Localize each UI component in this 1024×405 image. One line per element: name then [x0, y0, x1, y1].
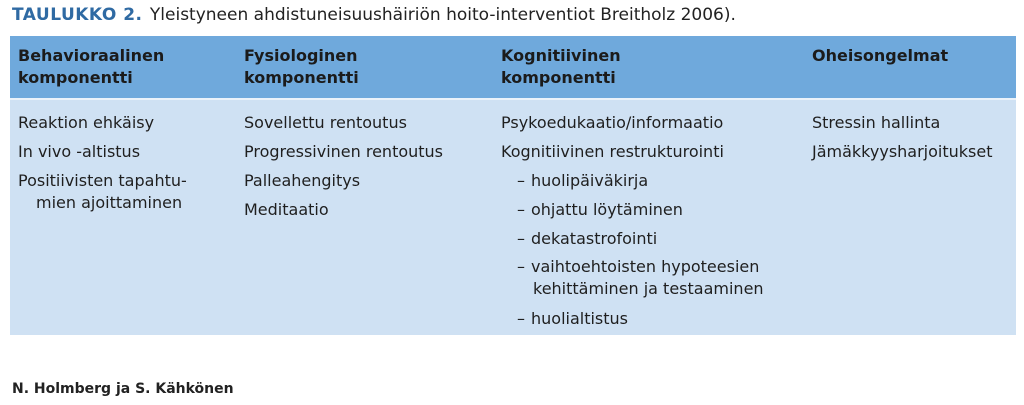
sub-list-item-text: vaihtoehtoisten hypoteesien [531, 257, 760, 276]
header-behavioral-component [18, 45, 164, 89]
list-item: Progressivinen rentoutus [244, 142, 444, 161]
header-behavioral-line1: Behavioraalinen [18, 46, 165, 65]
list-item: Reaktion ehkäisy [18, 113, 155, 132]
list-item-line: mien ajoittaminen [36, 193, 183, 212]
header-physiological-line1: Fysiologinen [244, 46, 358, 65]
dash-marker: – [517, 200, 525, 219]
sub-list-item-text: huolipäiväkirja [531, 171, 649, 190]
header-associated-problems [812, 45, 948, 67]
sub-list-item [501, 195, 801, 224]
treatment-interventions-table [10, 36, 1016, 335]
list-item: Psykoedukaatio/informaatio [501, 113, 724, 132]
list-item: In vivo -altistus [18, 142, 141, 161]
column-cognitive [501, 108, 801, 333]
column-associated-problems [812, 108, 1012, 166]
table-caption [12, 4, 736, 26]
sub-list-item-text: dekatastrofointi [531, 229, 658, 248]
header-physiological-component [244, 45, 359, 89]
column-physiological [244, 108, 494, 224]
header-cognitive-line2: komponentti [501, 68, 616, 87]
list-item: Sovellettu rentoutus [244, 113, 407, 132]
list-item-line: Positiivisten tapahtu- [18, 171, 187, 190]
header-cognitive-line1: Kognitiivinen [501, 46, 621, 65]
author-footer: N. Holmberg ja S. Kähkönen [12, 381, 234, 397]
sub-list-item [501, 166, 801, 195]
header-physiological-line2: komponentti [244, 68, 359, 87]
table-header-row [10, 36, 1016, 100]
column-behavioral [18, 108, 238, 214]
list-item: Kognitiivinen restrukturointi [501, 142, 724, 161]
sub-list-item [501, 253, 801, 304]
list-item [18, 166, 238, 214]
dash-marker: – [517, 171, 525, 190]
list-item: Palleahengitys [244, 171, 361, 190]
table-number-label: TAULUKKO 2. [12, 5, 143, 25]
table-title: Yleistyneen ahdistuneisuushäiriön hoito-interventiot Breitholz 2006). [149, 5, 736, 25]
header-associated-line1: Oheisongelmat [812, 46, 949, 65]
list-item: Meditaatio [244, 200, 329, 219]
dash-marker: – [517, 309, 525, 328]
dash-marker: – [517, 257, 525, 276]
sub-list-item-text: ohjattu löytäminen [531, 200, 683, 219]
header-cognitive-component [501, 45, 621, 89]
dash-marker: – [517, 229, 525, 248]
sub-list-item [501, 304, 801, 333]
list-item: Stressin hallinta [812, 113, 941, 132]
sub-list-item [501, 224, 801, 253]
sub-list-item-text: huolialtistus [531, 309, 629, 328]
sub-list-item-text-continued: kehittäminen ja testaaminen [533, 279, 764, 298]
list-item: Jämäkkyysharjoitukset [812, 142, 993, 161]
header-behavioral-line2: komponentti [18, 68, 133, 87]
